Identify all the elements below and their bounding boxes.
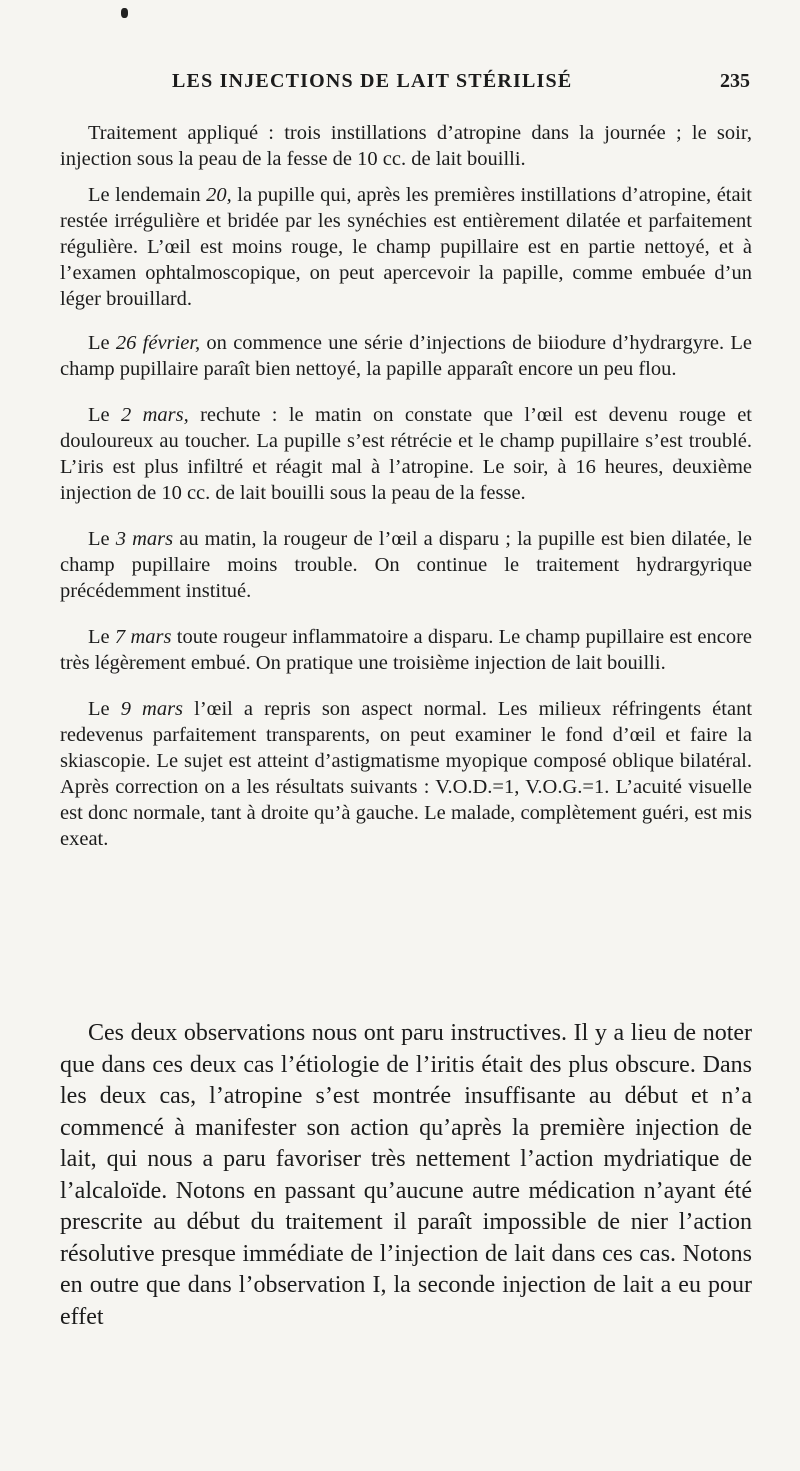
paragraph-text-post: l’œil a repris son aspect normal. Les milieux réfringents étant redevenus parfaitement transparents, on peut examiner le fond d’œil et faire la skiascopie. Le sujet est atteint d’astigmatisme myopique composé oblique bilatéral. Après correction on a les résultats suivants : V.O.D.=1, V.O.G.=1. L’acuité visuelle est donc normale, tant à droite qu’à gauche. Le malade, complètement guéri, est mis exeat. (60, 698, 753, 850)
paragraph-text-pre: Le (88, 528, 116, 550)
date-label: 3 mars (115, 528, 174, 550)
paragraph-text-post: la pupille qui, après les premières instillations d’atropine, était restée irrégulière et bridée par les synéchies est entièrement dilatée et parfaitement régulière. L’œil est moins rouge, le champ pupillaire est en partie nettoyé, et à l’examen ophtalmoscopique, on peut apercevoir la papille, comme embuée d’un léger brouillard. (60, 184, 752, 310)
observation-block (60, 120, 752, 852)
ink-speck (121, 8, 128, 18)
paragraph-text-pre: Le (88, 332, 116, 354)
paragraph-26-february (60, 330, 752, 382)
paragraph-text-post: au matin, la rougeur de l’œil a disparu ; la pupille est bien dilatée, le champ pupillaire moins trouble. On continue le traitement hydrargyrique précédemment institué. (60, 528, 753, 602)
paragraph-3-march (60, 526, 752, 604)
paragraph-commentary (60, 1018, 752, 1333)
commentary-block (60, 1018, 752, 1333)
date-label: 20, (206, 184, 232, 206)
paragraph-text: Traitement appliqué : trois instillations d’atropine dans la journée ; le soir, injection sous la peau de la fesse de 10 cc. de lait bouilli. (60, 122, 752, 170)
paragraph-7-march (60, 624, 752, 676)
paragraph-text-pre: Le (88, 698, 121, 720)
paragraph-treatment (60, 120, 752, 172)
paragraph-text-post: toute rougeur inflammatoire a disparu. Le champ pupillaire est encore très légèrement embué. On pratique une troisième injection de lait bouilli. (60, 626, 753, 674)
paragraph-2-march (60, 402, 752, 506)
date-label: 9 mars (120, 698, 184, 720)
paragraph-text-pre: Le lendemain (88, 184, 207, 206)
paragraph-day-20 (60, 182, 752, 312)
page-number: 235 (720, 70, 750, 92)
page-header (60, 70, 760, 100)
date-label: 2 mars, (120, 404, 189, 426)
running-title: LES INJECTIONS DE LAIT STÉRILISÉ (172, 70, 573, 92)
date-label: 7 mars (114, 626, 172, 648)
paragraph-text-post: rechute : le matin on constate que l’œil est devenu rouge et douloureux au toucher. La pupille s’est rétrécie et le champ pupillaire s’est troublé. L’iris est plus infiltré et réagit mal à l’atropine. Le soir, à 16 heures, deuxième injection de 10 cc. de lait bouilli sous la peau de la fesse. (60, 404, 752, 504)
commentary-text: Ces deux observations nous ont paru instructives. Il y a lieu de noter que dans ces deux cas l’étiologie de l’iritis était des plus obscure. Dans les deux cas, l’atropine s’est montrée insuffisante au début et n’a commencé à manifester son action qu’après la première injection de lait, qui nous a paru favoriser très nettement l’action mydriatique de l’alcaloïde. Notons en passant qu’aucune autre médication n’ayant été prescrite au début du traitement il paraît impossible de nier l’action résolutive presque immédiate de l’injection de lait dans ces cas. Notons en outre que dans l’observation I, la seconde injection de lait a eu pour effet (60, 1020, 752, 1330)
paragraph-text-pre: Le (88, 404, 121, 426)
paragraph-text-post: on commence une série d’injections de biiodure d’hydrargyre. Le champ pupillaire paraît bien nettoyé, la papille apparaît encore un peu flou. (60, 332, 752, 380)
paragraph-text-pre: Le (88, 626, 115, 648)
paragraph-9-march (60, 696, 752, 852)
date-label: 26 février, (115, 332, 201, 354)
